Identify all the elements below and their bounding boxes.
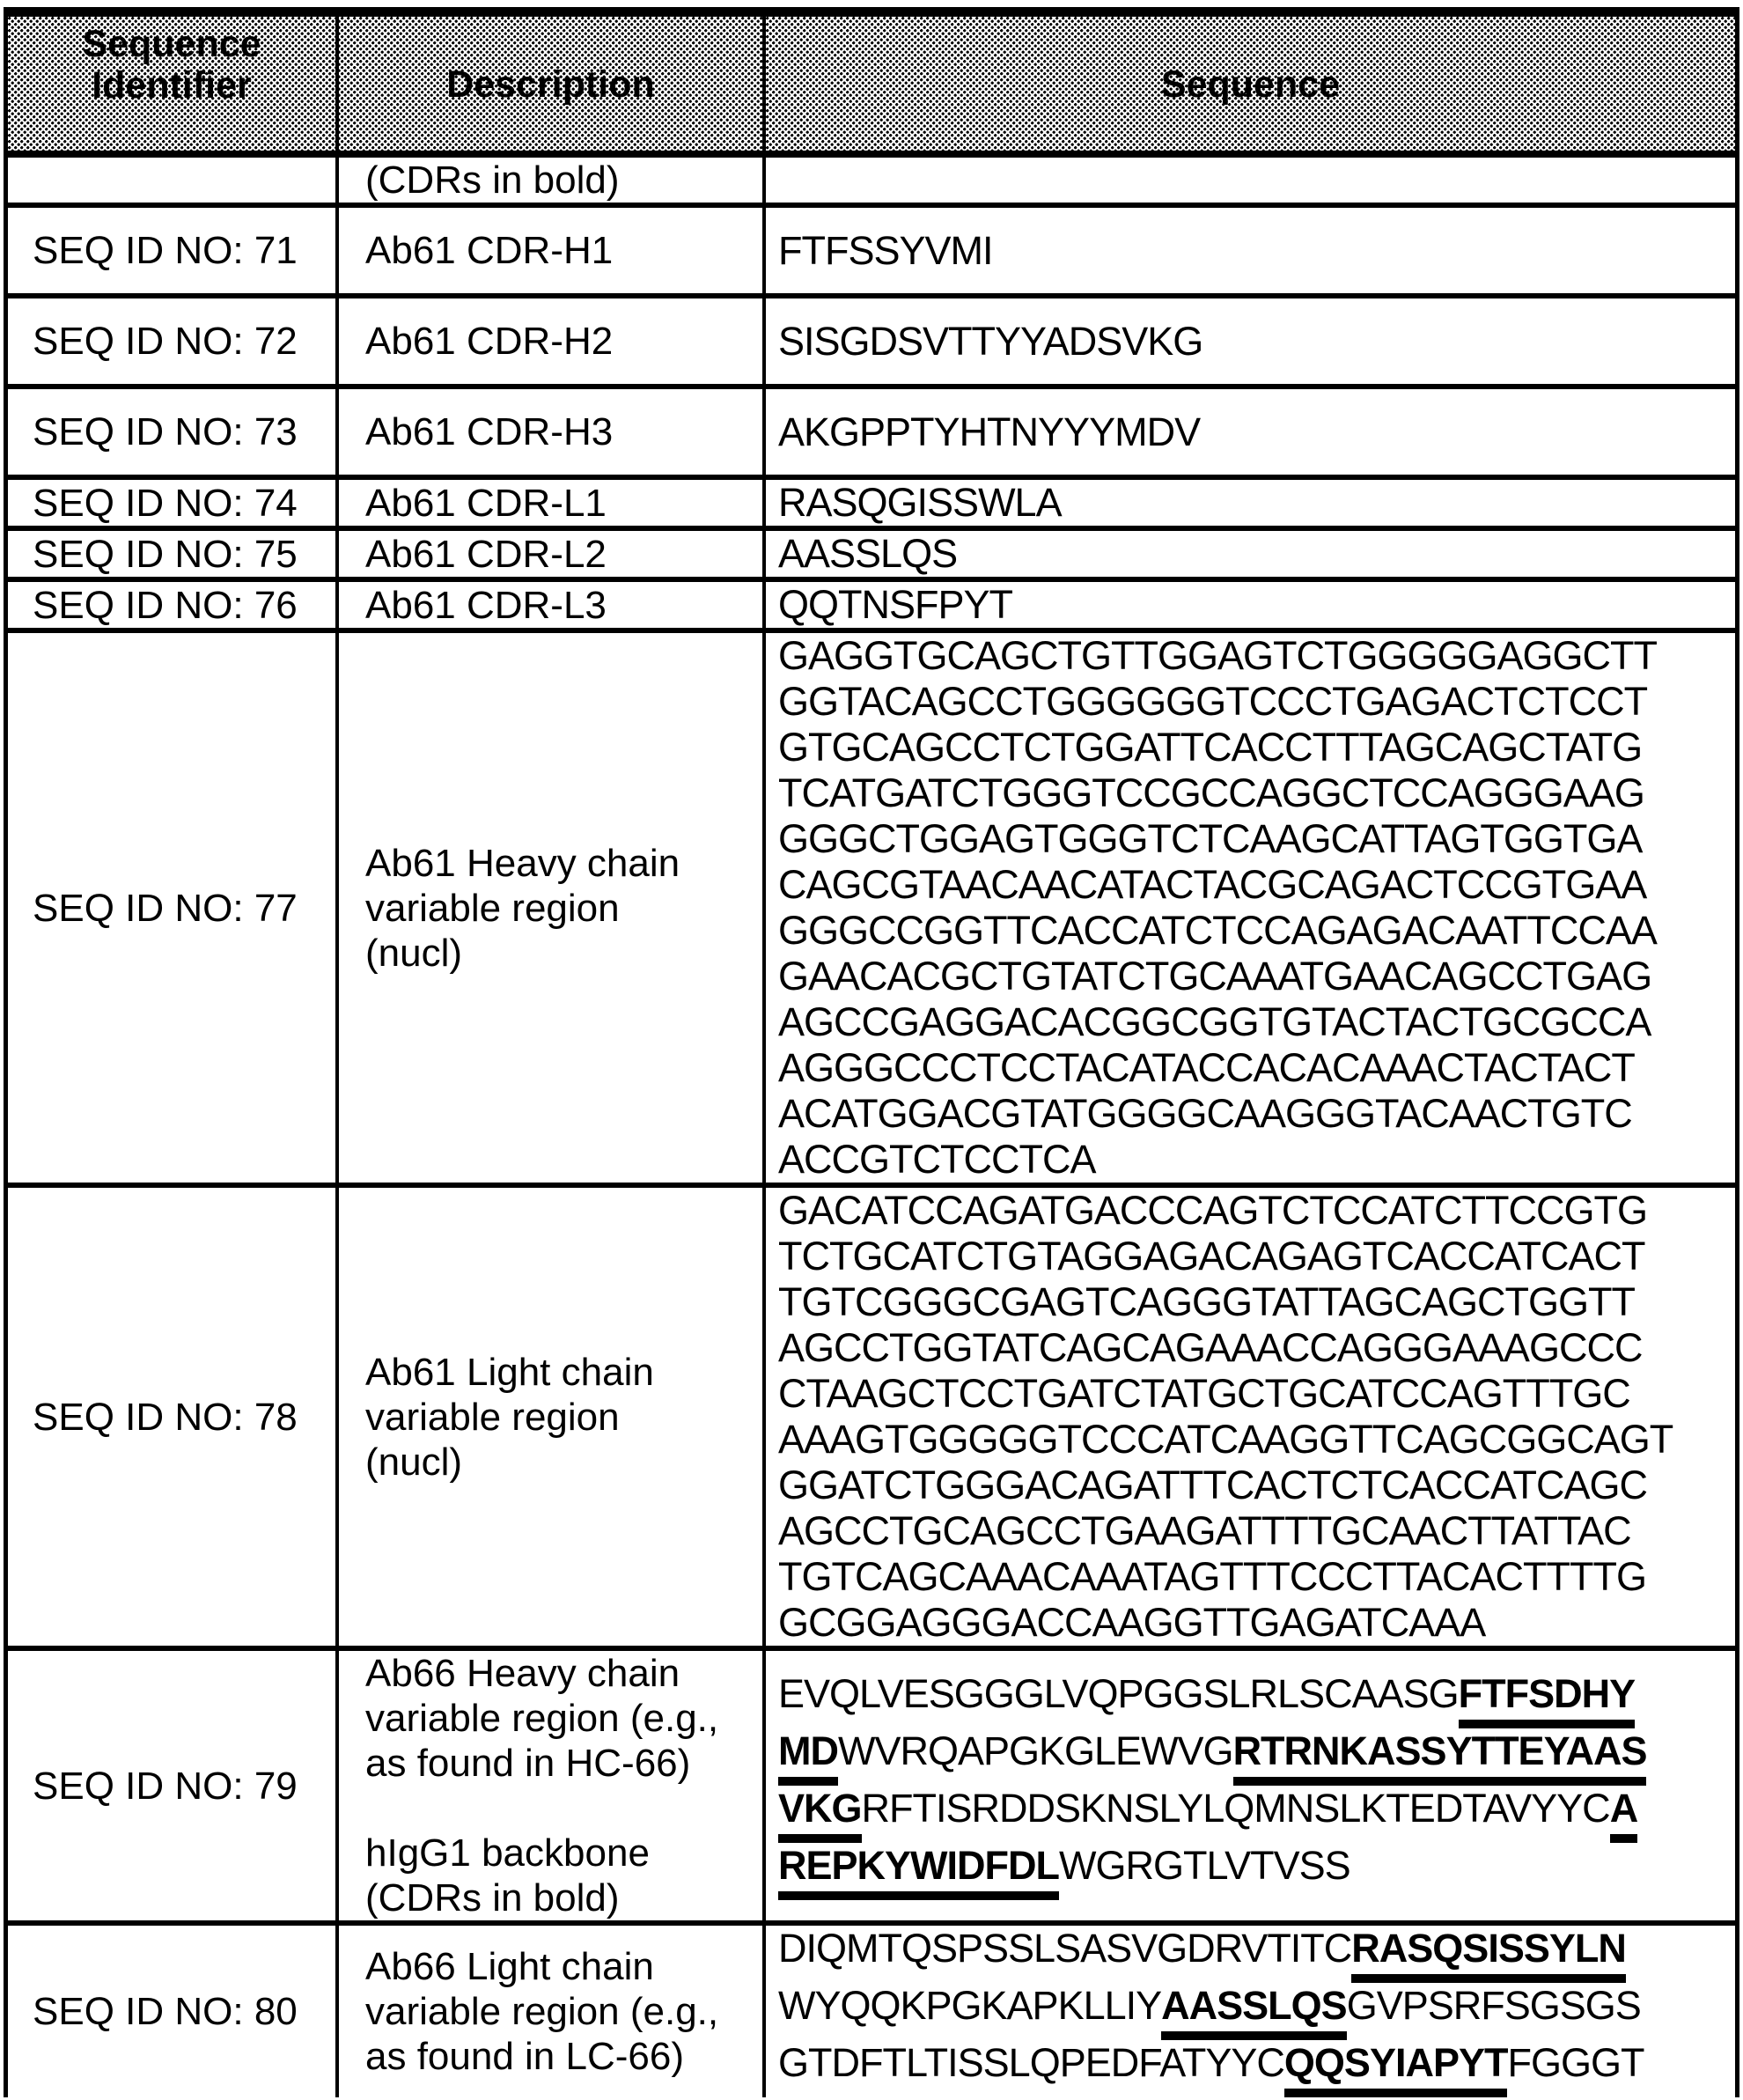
sequence-segment: GTGCAGCCTCTGGATTCACCTTTAGCAGCTATG (778, 725, 1643, 770)
sequence-segment: GTDFTLTISSLQPEDFATYYC (778, 2040, 1284, 2085)
description-line: variable region (e.g., (365, 1990, 719, 2033)
description-cell (335, 531, 766, 577)
table-row (8, 633, 1735, 1188)
identifier-cell (8, 1926, 335, 2097)
description-cell (335, 208, 766, 293)
sequence-line (778, 770, 1732, 816)
sequence-line (778, 1279, 1732, 1325)
sequence-line (778, 1600, 1732, 1646)
description-line: Ab61 CDR-L1 (365, 481, 607, 525)
identifier-cell (8, 389, 335, 475)
description-line: (CDRs in bold) (365, 1876, 620, 1919)
description-line: as found in HC-66) (365, 1742, 691, 1785)
identifier-cell (8, 208, 335, 293)
sequence-segment: WGRGTLVTVSS (1059, 1843, 1350, 1888)
description-cell (335, 389, 766, 475)
sequence-identifier: SEQ ID NO: 78 (33, 1395, 298, 1439)
description-line: Ab61 Heavy chain (365, 841, 680, 885)
sequence-segment: AGCCTGGTATCAGCAGAAACCAGGGAAAGCCC (778, 1325, 1643, 1370)
cdr-segment: A (1610, 1786, 1638, 1843)
description-line: Ab66 Heavy chain (365, 1652, 680, 1695)
sequence-line (778, 319, 1732, 365)
patent-sequence-page (0, 7, 1743, 2097)
sequence-segment: GAGGTGCAGCTGTTGGAGTCTGGGGGAGGCTT (778, 633, 1657, 678)
sequence-line (778, 228, 1732, 274)
cdr-segment: MD (778, 1728, 838, 1786)
sequence-line (778, 1926, 1732, 1983)
cdr-segment: RTRNKASSYTTEYAAS (1233, 1728, 1647, 1786)
table-body (8, 158, 1735, 2097)
sequence-line (778, 1325, 1732, 1371)
sequence-line (778, 582, 1732, 628)
sequence-segment: TGTCGGGCGAGTCAGGGTATTAGCAGCTGGTT (778, 1279, 1635, 1324)
sequence-line (778, 480, 1732, 526)
description-line: Ab61 CDR-L3 (365, 583, 607, 627)
sequence-identifier: SEQ ID NO: 80 (33, 1990, 298, 2033)
sequence-segment: TCATGATCTGGGTCCGCCAGGCTCCAGGGAAG (778, 770, 1644, 815)
sequence-segment: ACATGGACGTATGGGGCAAGGGTACAACTGTC (778, 1091, 1632, 1136)
cdr-segment: AASSLQS (1161, 1983, 1347, 2040)
sequence-cell (766, 633, 1735, 1183)
sequence-segment: RASQGISSWLA (778, 480, 1062, 525)
sequence-segment: GVPSRFSGSGS (1346, 1983, 1641, 2028)
sequence-segment: GGGCCGGTTCACCATCTCCAGAGACAATTCCAA (778, 908, 1657, 953)
sequence-line (778, 908, 1732, 954)
sequence-segment: GAACACGCTGTATCTGCAAATGAACAGCCTGAG (778, 954, 1652, 998)
table-row (8, 1188, 1735, 1651)
sequence-segment: CTAAGCTCCTGATCTATGCTGCATCCAGTTTGC (778, 1371, 1630, 1416)
description-line: (nucl) (365, 931, 463, 975)
sequence-line (778, 1234, 1732, 1279)
sequence-segment: DIQMTQSPSSLSASVGDRVTITC (778, 1926, 1352, 1971)
table-row (8, 208, 1735, 298)
sequence-identifier: SEQ ID NO: 73 (33, 410, 298, 453)
header-label-line: Sequence (1160, 63, 1341, 106)
table-row (8, 582, 1735, 633)
sequence-cell (766, 1651, 1735, 1920)
sequence-segment: ACCGTCTCCTCA (778, 1137, 1096, 1182)
sequence-segment: AGCCGAGGACACGGCGGTGTACTACTGCGCCA (778, 999, 1651, 1044)
sequence-cell (766, 582, 1735, 628)
sequence-segment: AKGPPTYHTNYYYMDV (778, 409, 1201, 454)
description-cell (335, 1651, 766, 1920)
description-cell (335, 633, 766, 1183)
sequence-segment: TGTCAGCAAACAAATAGTTTCCCTTACACTTTTG (778, 1554, 1646, 1599)
identifier-cell (8, 531, 335, 577)
sequence-identifier: SEQ ID NO: 72 (33, 320, 298, 363)
description-line: Ab66 Light chain (365, 1945, 654, 1988)
sequence-identifier: SEQ ID NO: 76 (33, 583, 298, 627)
cdr-segment: RASQSISSYLN (1351, 1926, 1626, 1983)
description-cell (335, 480, 766, 526)
table-row (8, 389, 1735, 480)
sequence-line (778, 2040, 1732, 2097)
sequence-cell (766, 158, 1735, 203)
description-cell (335, 1926, 766, 2097)
sequence-line (778, 633, 1732, 679)
description-line: (CDRs in bold) (365, 158, 620, 202)
sequence-segment: CAGCGTAACAACATACTACGCAGACTCCGTGAA (778, 862, 1647, 907)
description-cell (335, 582, 766, 628)
sequence-segment: FTFSSYVMI (778, 227, 993, 273)
sequence-cell (766, 1926, 1735, 2097)
sequence-segment: GGGCTGGAGTGGGTCTCAAGCATTAGTGGTGA (778, 816, 1643, 861)
sequence-line (778, 1137, 1732, 1183)
description-line: Ab61 CDR-H2 (365, 320, 614, 363)
sequence-segment: WYQQKPGKAPKLLIY (778, 1983, 1162, 2028)
sequence-line (778, 954, 1732, 999)
sequence-line (778, 1091, 1732, 1137)
table-row (8, 531, 1735, 582)
sequence-segment: SISGDSVTTYYADSVKG (778, 318, 1203, 364)
identifier-cell (8, 158, 335, 203)
sequence-identifier: SEQ ID NO: 74 (33, 481, 298, 525)
sequence-segment: AGGGCCCTCCTACATACCACACAAACTACTACT (778, 1045, 1635, 1090)
description-line: Ab61 CDR-H3 (365, 410, 614, 453)
sequence-line (778, 1983, 1732, 2040)
sequence-segment: WVRQAPGKGLEWVG (837, 1728, 1233, 1773)
sequence-segment: AASSLQS (778, 531, 958, 576)
header-cell-description (335, 17, 766, 151)
sequence-cell (766, 480, 1735, 526)
sequence-line (778, 1843, 1732, 1900)
sequence-line (778, 531, 1732, 577)
sequence-line (778, 1188, 1732, 1234)
sequence-segment: TCTGCATCTGTAGGAGACAGAGTCACCATCACT (778, 1234, 1645, 1278)
description-line: variable region (e.g., (365, 1697, 719, 1740)
sequence-identifier: SEQ ID NO: 71 (33, 229, 298, 272)
sequence-identifier: SEQ ID NO: 75 (33, 532, 298, 576)
identifier-cell (8, 1188, 335, 1646)
sequence-line (778, 1554, 1732, 1600)
sequence-cell (766, 298, 1735, 384)
description-cell (335, 298, 766, 384)
header-label-line: Description (446, 63, 655, 106)
description-line: variable region (365, 1395, 620, 1439)
table-row (8, 480, 1735, 531)
sequence-line (778, 409, 1732, 455)
sequence-segment: RFTISRDDSKNSLYLQMNSLKTEDTAVYYC (861, 1786, 1610, 1831)
sequence-cell (766, 389, 1735, 475)
description-cell (335, 1188, 766, 1646)
sequence-line (778, 679, 1732, 725)
sequence-identifier: SEQ ID NO: 79 (33, 1764, 298, 1808)
description-line: as found in LC-66) (365, 2035, 684, 2078)
sequence-segment: GGTACAGCCTGGGGGGTCCCTGAGACTCTCCT (778, 679, 1648, 724)
sequence-segment: QQTNSFPYT (778, 582, 1013, 627)
identifier-cell (8, 480, 335, 526)
sequence-segment: AGCCTGCAGCCTGAAGATTTTGCAACTTATTAC (778, 1508, 1631, 1553)
sequence-line (778, 1786, 1732, 1843)
sequence-line (778, 816, 1732, 862)
description-line: Ab61 Light chain (365, 1350, 654, 1394)
sequence-segment: AAAGTGGGGGTCCCATCAAGGTTCAGCGGCAGT (778, 1417, 1673, 1462)
header-cell-sequence (766, 17, 1735, 151)
sequence-line (778, 1371, 1732, 1417)
sequence-line (778, 1463, 1732, 1508)
header-label-line: Sequence (82, 23, 261, 65)
table-row (8, 298, 1735, 389)
sequence-cell (766, 531, 1735, 577)
sequence-line (778, 1417, 1732, 1463)
sequence-line (778, 1508, 1732, 1554)
sequence-segment: FGGGT (1507, 2040, 1644, 2085)
cdr-segment: FTFSDHY (1459, 1671, 1636, 1728)
identifier-cell (8, 633, 335, 1183)
description-line: hIgG1 backbone (365, 1831, 650, 1875)
cdr-segment: QQSYIAPYT (1284, 2040, 1508, 2097)
description-line: Ab61 CDR-H1 (365, 229, 614, 272)
description-line (365, 1786, 762, 1831)
table-row (8, 1651, 1735, 1926)
sequence-line (778, 1728, 1732, 1786)
sequence-segment: GCGGAGGGACCAAGGTTGAGATCAAA (778, 1600, 1486, 1645)
sequence-segment: GGATCTGGGACAGATTTCACTCTCACCATCAGC (778, 1463, 1647, 1507)
sequence-line (778, 725, 1732, 770)
description-cell (335, 158, 766, 203)
sequence-line (778, 1045, 1732, 1091)
identifier-cell (8, 1651, 335, 1920)
header-cell-sequence-identifier (8, 17, 335, 151)
sequence-cell (766, 1188, 1735, 1646)
cdr-segment: VKG (778, 1786, 862, 1843)
table-row (8, 1926, 1735, 2097)
identifier-cell (8, 298, 335, 384)
table-header (8, 17, 1735, 158)
sequence-segment: EVQLVESGGGLVQPGGSLRLSCAASG (778, 1671, 1459, 1716)
header-label-line: Identifier (92, 64, 252, 107)
sequence-table (4, 7, 1739, 2097)
description-line: variable region (365, 886, 620, 930)
identifier-cell (8, 582, 335, 628)
sequence-line (778, 1671, 1732, 1728)
sequence-line (778, 999, 1732, 1045)
sequence-identifier: SEQ ID NO: 77 (33, 886, 298, 930)
table-row (8, 158, 1735, 208)
sequence-cell (766, 208, 1735, 293)
sequence-line (778, 862, 1732, 908)
cdr-segment: REPKYWIDFDL (778, 1843, 1059, 1900)
description-line: (nucl) (365, 1440, 463, 1484)
description-line: Ab61 CDR-L2 (365, 532, 607, 576)
sequence-segment: GACATCCAGATGACCCAGTCTCCATCTTCCGTG (778, 1188, 1647, 1233)
